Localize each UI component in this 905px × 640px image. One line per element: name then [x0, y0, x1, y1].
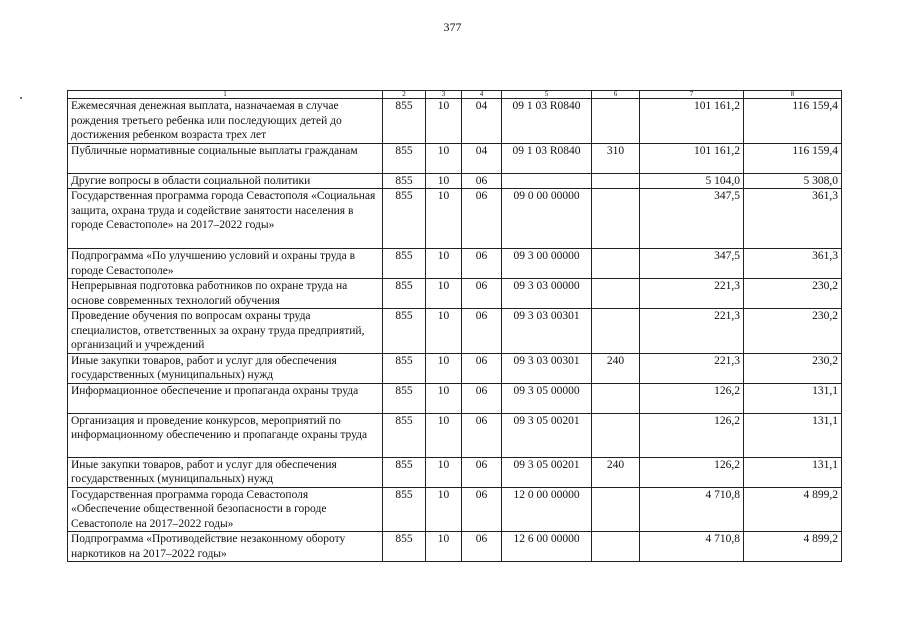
table-row — [68, 532, 842, 562]
amount-year-1: 347,5 — [640, 189, 744, 249]
section-code: 10 — [426, 309, 462, 354]
table-row — [68, 353, 842, 383]
row-name: Проведение обучения по вопросам охраны труда специалистов, ответственных за охрану труда предприятий, организаций и учреждений — [68, 309, 383, 354]
amount-year-1: 4 710,8 — [640, 532, 744, 562]
expense-type-code — [592, 413, 640, 457]
row-name: Публичные нормативные социальные выплаты гражданам — [68, 143, 383, 173]
ministry-code: 855 — [383, 383, 426, 413]
subsection-code: 06 — [462, 532, 502, 562]
section-code: 10 — [426, 532, 462, 562]
amount-year-2: 5 308,0 — [744, 173, 842, 189]
target-article-code: 09 1 03 R0840 — [502, 99, 592, 144]
subsection-code: 06 — [462, 487, 502, 532]
ministry-code: 855 — [383, 309, 426, 354]
amount-year-1: 221,3 — [640, 309, 744, 354]
table-row — [68, 143, 842, 173]
amount-year-2: 230,2 — [744, 309, 842, 354]
section-code: 10 — [426, 383, 462, 413]
subsection-code: 04 — [462, 99, 502, 144]
section-code: 10 — [426, 279, 462, 309]
row-name: Организация и проведение конкурсов, мероприятий по информационному обеспечению и пропаганде охраны труда — [68, 413, 383, 457]
ministry-code: 855 — [383, 99, 426, 144]
target-article-code: 09 3 00 00000 — [502, 249, 592, 279]
subsection-code: 06 — [462, 189, 502, 249]
target-article-code: 09 3 05 00000 — [502, 383, 592, 413]
ministry-code: 855 — [383, 189, 426, 249]
column-number: 1 — [68, 91, 383, 99]
target-article-code: 09 1 03 R0840 — [502, 143, 592, 173]
column-number-row — [68, 91, 842, 99]
ministry-code: 855 — [383, 532, 426, 562]
expense-type-code — [592, 279, 640, 309]
table-row — [68, 249, 842, 279]
column-number: 3 — [426, 91, 462, 99]
amount-year-2: 361,3 — [744, 189, 842, 249]
page-number: 377 — [443, 20, 462, 34]
ministry-code: 855 — [383, 413, 426, 457]
amount-year-1: 347,5 — [640, 249, 744, 279]
expense-type-code — [592, 249, 640, 279]
row-name: Ежемесячная денежная выплата, назначаемая в случае рождения третьего ребенка или последующих детей до достижения ребенком возраста трех лет — [68, 99, 383, 144]
table-row — [68, 173, 842, 189]
amount-year-2: 131,1 — [744, 413, 842, 457]
expense-type-code — [592, 99, 640, 144]
table-row — [68, 309, 842, 354]
margin-mark — [20, 97, 22, 99]
subsection-code: 06 — [462, 173, 502, 189]
subsection-code: 06 — [462, 309, 502, 354]
ministry-code: 855 — [383, 457, 426, 487]
amount-year-1: 126,2 — [640, 383, 744, 413]
target-article-code — [502, 173, 592, 189]
section-code: 10 — [426, 487, 462, 532]
section-code: 10 — [426, 353, 462, 383]
amount-year-1: 101 161,2 — [640, 143, 744, 173]
expense-type-code — [592, 189, 640, 249]
column-number: 6 — [592, 91, 640, 99]
table-row — [68, 413, 842, 457]
amount-year-2: 4 899,2 — [744, 487, 842, 532]
amount-year-2: 131,1 — [744, 383, 842, 413]
section-code: 10 — [426, 99, 462, 144]
subsection-code: 06 — [462, 383, 502, 413]
column-number: 4 — [462, 91, 502, 99]
target-article-code: 09 3 05 00201 — [502, 413, 592, 457]
expense-type-code: 240 — [592, 353, 640, 383]
ministry-code: 855 — [383, 173, 426, 189]
target-article-code: 09 3 03 00000 — [502, 279, 592, 309]
section-code: 10 — [426, 173, 462, 189]
column-number: 8 — [744, 91, 842, 99]
amount-year-1: 5 104,0 — [640, 173, 744, 189]
ministry-code: 855 — [383, 353, 426, 383]
column-number: 5 — [502, 91, 592, 99]
target-article-code: 09 3 03 00301 — [502, 309, 592, 354]
expense-type-code: 240 — [592, 457, 640, 487]
amount-year-1: 221,3 — [640, 353, 744, 383]
amount-year-1: 221,3 — [640, 279, 744, 309]
subsection-code: 06 — [462, 457, 502, 487]
target-article-code: 09 3 03 00301 — [502, 353, 592, 383]
amount-year-1: 126,2 — [640, 457, 744, 487]
ministry-code: 855 — [383, 249, 426, 279]
section-code: 10 — [426, 457, 462, 487]
row-name: Подпрограмма «Противодействие незаконному обороту наркотиков на 2017–2022 годы» — [68, 532, 383, 562]
ministry-code: 855 — [383, 487, 426, 532]
target-article-code: 12 6 00 00000 — [502, 532, 592, 562]
ministry-code: 855 — [383, 279, 426, 309]
column-number: 2 — [383, 91, 426, 99]
subsection-code: 06 — [462, 353, 502, 383]
subsection-code: 06 — [462, 279, 502, 309]
row-name: Государственная программа города Севастополя «Социальная защита, охрана труда и содействие занятости населения в городе Севастополе» на 2017–2022 годы» — [68, 189, 383, 249]
section-code: 10 — [426, 143, 462, 173]
expense-type-code — [592, 487, 640, 532]
expense-type-code — [592, 173, 640, 189]
section-code: 10 — [426, 413, 462, 457]
column-number: 7 — [640, 91, 744, 99]
table-row — [68, 279, 842, 309]
amount-year-2: 116 159,4 — [744, 143, 842, 173]
amount-year-1: 126,2 — [640, 413, 744, 457]
expense-type-code — [592, 309, 640, 354]
table-row — [68, 457, 842, 487]
target-article-code: 09 0 00 00000 — [502, 189, 592, 249]
amount-year-2: 4 899,2 — [744, 532, 842, 562]
ministry-code: 855 — [383, 143, 426, 173]
amount-year-1: 101 161,2 — [640, 99, 744, 144]
expense-type-code — [592, 532, 640, 562]
target-article-code: 12 0 00 00000 — [502, 487, 592, 532]
expense-type-code — [592, 383, 640, 413]
row-name: Подпрограмма «По улучшению условий и охраны труда в городе Севастополе» — [68, 249, 383, 279]
amount-year-2: 361,3 — [744, 249, 842, 279]
section-code: 10 — [426, 249, 462, 279]
row-name: Непрерывная подготовка работников по охране труда на основе современных технологий обучения — [68, 279, 383, 309]
table-row — [68, 189, 842, 249]
expense-type-code: 310 — [592, 143, 640, 173]
amount-year-1: 4 710,8 — [640, 487, 744, 532]
row-name: Иные закупки товаров, работ и услуг для обеспечения государственных (муниципальных) нужд — [68, 353, 383, 383]
row-name: Государственная программа города Севастополя «Обеспечение общественной безопасности в городе Севастополе на 2017–2022 годы» — [68, 487, 383, 532]
row-name: Информационное обеспечение и пропаганда охраны труда — [68, 383, 383, 413]
amount-year-2: 230,2 — [744, 353, 842, 383]
row-name: Иные закупки товаров, работ и услуг для обеспечения государственных (муниципальных) нужд — [68, 457, 383, 487]
subsection-code: 06 — [462, 249, 502, 279]
budget-table — [67, 90, 842, 562]
subsection-code: 04 — [462, 143, 502, 173]
subsection-code: 06 — [462, 413, 502, 457]
amount-year-2: 116 159,4 — [744, 99, 842, 144]
amount-year-2: 131,1 — [744, 457, 842, 487]
table-row — [68, 99, 842, 144]
table-row — [68, 487, 842, 532]
row-name: Другие вопросы в области социальной политики — [68, 173, 383, 189]
target-article-code: 09 3 05 00201 — [502, 457, 592, 487]
table-row — [68, 383, 842, 413]
section-code: 10 — [426, 189, 462, 249]
amount-year-2: 230,2 — [744, 279, 842, 309]
